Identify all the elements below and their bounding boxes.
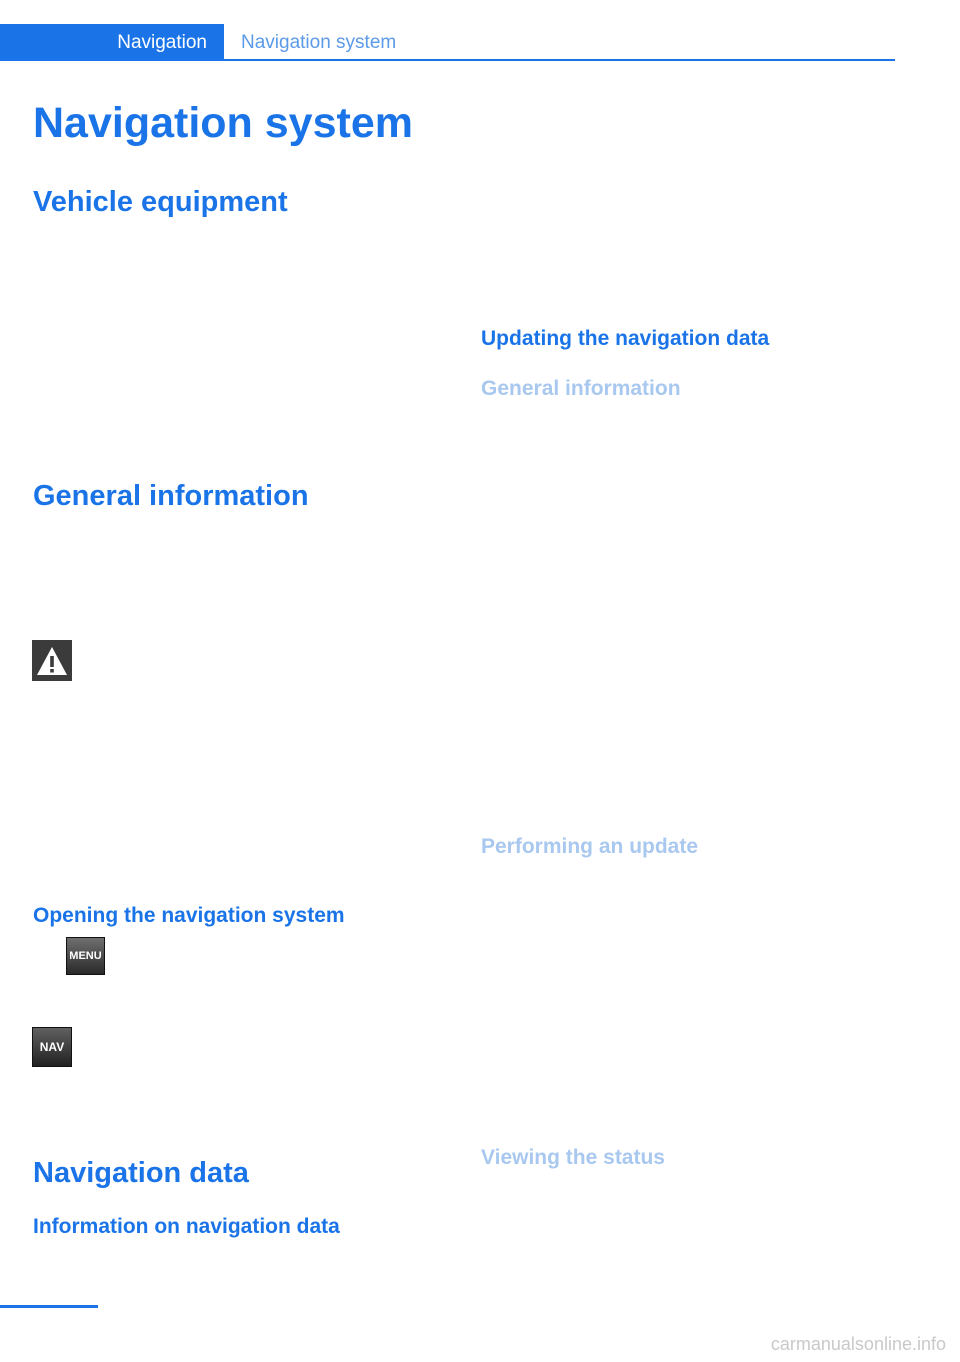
heading-opening-navigation: Opening the navigation system — [33, 904, 345, 927]
heading-performing-update: Performing an update — [481, 835, 699, 858]
page-title: Navigation system — [33, 99, 413, 147]
heading-general-information-right: General information — [481, 377, 681, 400]
header-tab-navigation-system-label: Navigation system — [241, 31, 397, 53]
heading-vehicle-equipment: Vehicle equipment — [33, 186, 288, 218]
heading-navigation-data: Navigation data — [33, 1157, 249, 1189]
footer-line — [0, 1305, 98, 1308]
page-header — [0, 24, 895, 61]
heading-general-information: General information — [33, 480, 309, 512]
watermark: carmanualsonline.info — [770, 1334, 946, 1354]
menu-button-icon — [66, 937, 105, 975]
header-tab-navigation[interactable] — [0, 24, 224, 61]
heading-information-navigation-data: Information on navigation data — [33, 1215, 340, 1238]
header-tab-navigation-system[interactable] — [241, 24, 396, 61]
warning-icon — [32, 640, 72, 681]
heading-viewing-status: Viewing the status — [481, 1146, 665, 1169]
heading-updating-navigation-data: Updating the navigation data — [481, 327, 770, 350]
header-underline — [224, 59, 895, 61]
header-tab-navigation-label: Navigation — [117, 31, 207, 53]
nav-button-icon — [32, 1027, 72, 1067]
nav-icon-label: NAV — [39, 1040, 65, 1054]
menu-icon-label: MENU — [69, 950, 102, 962]
